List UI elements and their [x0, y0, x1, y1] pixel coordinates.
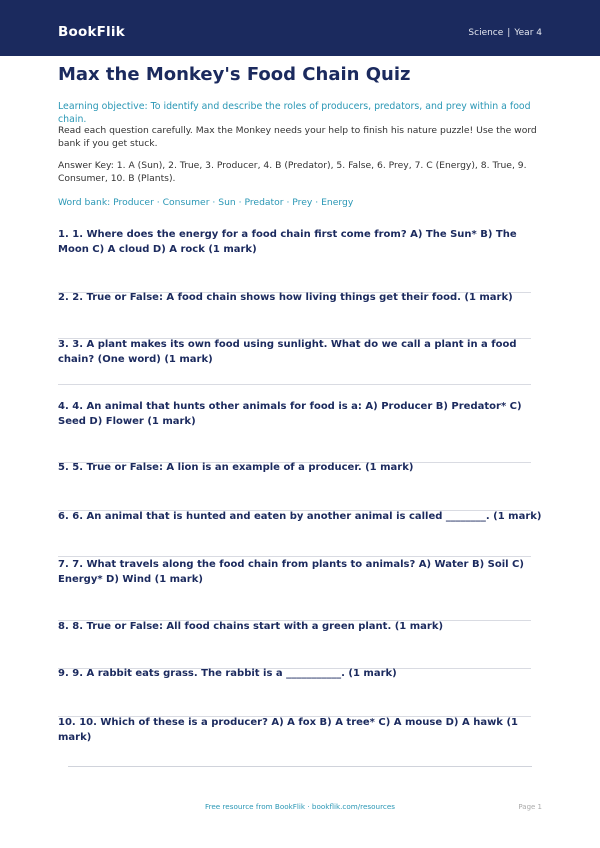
page-number: Page 1: [518, 803, 542, 811]
brand-logo-text: BookFlik: [58, 24, 125, 40]
page-header: [0, 0, 600, 56]
subject-label: Science: [468, 28, 504, 38]
meta-separator: |: [507, 28, 511, 38]
question-5: 5. 5. True or False: A lion is an example of a producer. (1 mark): [58, 462, 414, 473]
answer-line-6: [58, 556, 531, 557]
question-10: 10. 10. Which of these is a producer? A) A fox B) A tree* C) A mouse D) A hawk (1 mark): [58, 717, 518, 743]
question-3: 3. 3. A plant makes its own food using sunlight. What do we call a plant in a food chain? (One word) (1 mark): [58, 339, 517, 365]
question-2: 2. 2. True or False: A food chain shows how living things get their food. (1 mark): [58, 292, 513, 303]
question-6: 6. 6. An animal that is hunted and eaten by another animal is called ________. (1 mark): [58, 511, 542, 522]
question-7: 7. 7. What travels along the food chain from plants to animals? A) Water B) Soil C) Energy* D) Wind (1 mark): [58, 559, 524, 585]
answer-line-3: [58, 384, 531, 385]
footer-resource-link[interactable]: Free resource from BookFlik · bookflik.com/resources: [204, 802, 396, 811]
footer-divider: [68, 766, 532, 767]
word-bank: Word bank: Producer · Consumer · Sun · Predator · Prey · Energy: [58, 197, 354, 208]
learning-objective: Learning objective: To identify and describe the roles of producers, predators, and prey within a food chain.: [58, 101, 531, 125]
question-4: 4. 4. An animal that hunts other animals for food is a: A) Producer B) Predator* C) Seed D) Flower (1 mark): [58, 401, 522, 427]
question-1: 1. 1. Where does the energy for a food chain first come from? A) The Sun* B) The Moon C) A cloud D) A rock (1 mark): [58, 229, 517, 255]
instructions-text: Read each question carefully. Max the Monkey needs your help to finish his nature puzzle! Use the word bank if you get stuck.: [58, 125, 537, 149]
question-8: 8. 8. True or False: All food chains start with a green plant. (1 mark): [58, 621, 444, 632]
answer-key: Answer Key: 1. A (Sun), 2. True, 3. Producer, 4. B (Predator), 5. False, 6. Prey, 7. C (Energy), 8. True, 9. Consumer, 10. B (Plants).: [58, 160, 527, 184]
question-9: 9. 9. A rabbit eats grass. The rabbit is a ___________. (1 mark): [58, 668, 397, 679]
page-title: Max the Monkey's Food Chain Quiz: [58, 64, 411, 85]
header-meta: [468, 28, 542, 38]
year-label: Year 4: [514, 28, 542, 38]
